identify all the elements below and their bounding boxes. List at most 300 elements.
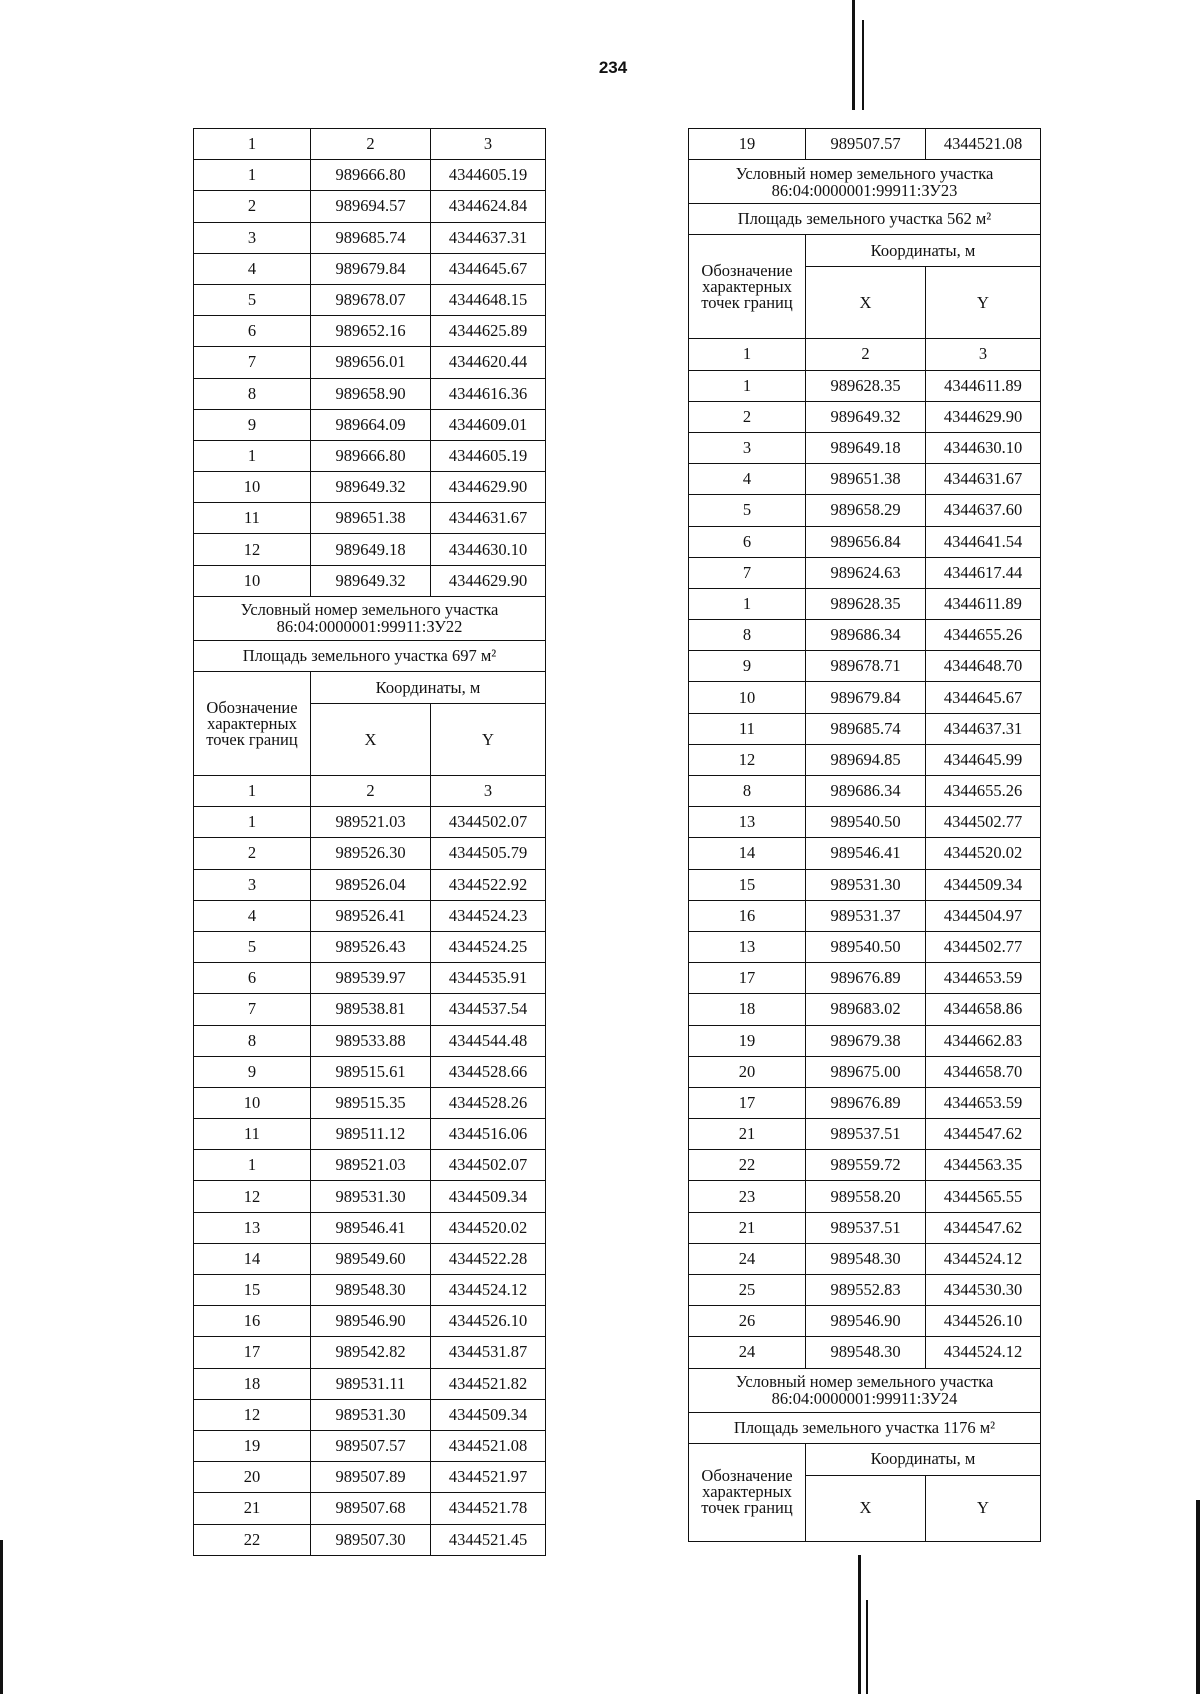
table-row	[194, 191, 546, 222]
x-coordinate-cell: 989679.84	[311, 253, 431, 284]
parcel-header-zu22	[194, 596, 546, 806]
point-number-cell: 13	[194, 1212, 311, 1243]
x-coordinate-cell: 989540.50	[806, 931, 926, 962]
table-row	[194, 222, 546, 253]
table-row	[689, 651, 1041, 682]
table-row	[194, 472, 546, 503]
y-coordinate-cell: 4344521.45	[431, 1524, 546, 1555]
column-number-cell: 1	[689, 339, 806, 370]
table-row	[689, 1150, 1041, 1181]
x-coordinate-cell: 989676.89	[806, 963, 926, 994]
x-coordinate-cell: 989649.18	[806, 432, 926, 463]
x-coordinate-cell: 989678.07	[311, 284, 431, 315]
point-number-cell: 8	[689, 776, 806, 807]
table-row	[689, 588, 1041, 619]
x-coordinate-cell: 989521.03	[311, 807, 431, 838]
table-row	[194, 1368, 546, 1399]
scan-edge-line	[866, 1600, 868, 1694]
y-coordinate-cell: 4344521.08	[926, 129, 1041, 160]
table-row	[194, 1275, 546, 1306]
x-coordinate-cell: 989651.38	[806, 464, 926, 495]
y-coordinate-cell: 4344516.06	[431, 1119, 546, 1150]
y-coordinate-cell: 4344629.90	[431, 472, 546, 503]
point-number-cell: 6	[194, 316, 311, 347]
y-coordinate-cell: 4344611.89	[926, 588, 1041, 619]
table-row	[689, 713, 1041, 744]
point-number-cell: 11	[194, 503, 311, 534]
x-coordinate-cell: 989685.74	[311, 222, 431, 253]
x-coordinate-cell: 989521.03	[311, 1150, 431, 1181]
parcel-number-cell	[689, 1368, 1041, 1412]
point-number-cell: 13	[689, 931, 806, 962]
column-number-cell: 1	[194, 129, 311, 160]
point-number-cell: 3	[194, 222, 311, 253]
point-number-cell: 17	[689, 963, 806, 994]
x-coordinate-cell: 989531.11	[311, 1368, 431, 1399]
parcel-number-row	[194, 596, 546, 640]
column-number-row	[194, 776, 546, 807]
point-designation-header: Обозначение характерных точек границ	[194, 672, 311, 776]
x-coordinate-cell: 989531.30	[311, 1399, 431, 1430]
point-designation-header: Обозначение характерных точек границ	[689, 1443, 806, 1541]
y-coordinate-cell: 4344537.54	[431, 994, 546, 1025]
x-coordinate-cell: 989526.30	[311, 838, 431, 869]
x-header: X	[806, 267, 926, 339]
x-coordinate-cell: 989546.41	[806, 838, 926, 869]
y-coordinate-cell: 4344629.90	[431, 565, 546, 596]
table-row	[689, 807, 1041, 838]
table-row	[194, 807, 546, 838]
point-number-cell: 1	[194, 807, 311, 838]
parcel-number-cell	[194, 596, 546, 640]
y-coordinate-cell: 4344502.77	[926, 931, 1041, 962]
parcel-area: Площадь земельного участка 562 м²	[689, 204, 1041, 235]
point-number-cell: 12	[194, 1399, 311, 1430]
point-number-cell: 16	[194, 1306, 311, 1337]
point-number-cell: 10	[689, 682, 806, 713]
y-coordinate-cell: 4344630.10	[926, 432, 1041, 463]
y-coordinate-cell: 4344631.67	[431, 503, 546, 534]
point-number-cell: 8	[194, 378, 311, 409]
table-row	[194, 1337, 546, 1368]
table-row	[689, 1243, 1041, 1274]
point-number-cell: 19	[194, 1430, 311, 1461]
point-number-cell: 24	[689, 1337, 806, 1368]
point-number-cell: 7	[194, 994, 311, 1025]
y-coordinate-cell: 4344521.78	[431, 1493, 546, 1524]
point-number-cell: 14	[689, 838, 806, 869]
y-coordinate-cell: 4344637.31	[431, 222, 546, 253]
y-coordinate-cell: 4344563.35	[926, 1150, 1041, 1181]
left-table-zu22-points	[194, 807, 546, 1556]
point-number-cell: 11	[194, 1119, 311, 1150]
table-row	[689, 464, 1041, 495]
x-coordinate-cell: 989651.38	[311, 503, 431, 534]
y-coordinate-cell: 4344509.34	[431, 1181, 546, 1212]
x-coordinate-cell: 989685.74	[806, 713, 926, 744]
x-coordinate-cell: 989649.32	[311, 472, 431, 503]
x-coordinate-cell: 989678.71	[806, 651, 926, 682]
y-coordinate-cell: 4344645.67	[431, 253, 546, 284]
column-number-cell: 3	[431, 776, 546, 807]
x-coordinate-cell: 989546.90	[806, 1306, 926, 1337]
table-row	[689, 1056, 1041, 1087]
table-row	[194, 1524, 546, 1555]
x-coordinate-cell: 989507.89	[311, 1462, 431, 1493]
x-coordinate-cell: 989686.34	[806, 620, 926, 651]
point-number-cell: 22	[689, 1150, 806, 1181]
point-number-cell: 2	[194, 838, 311, 869]
coordinates-header: Координаты, м	[806, 235, 1041, 267]
x-coordinate-cell: 989548.30	[806, 1337, 926, 1368]
table-row	[689, 1306, 1041, 1337]
y-coordinate-cell: 4344648.15	[431, 284, 546, 315]
x-coordinate-cell: 989649.32	[311, 565, 431, 596]
x-coordinate-cell: 989546.41	[311, 1212, 431, 1243]
point-number-cell: 9	[194, 409, 311, 440]
point-number-cell: 4	[194, 253, 311, 284]
point-number-cell: 9	[194, 1056, 311, 1087]
y-coordinate-cell: 4344535.91	[431, 963, 546, 994]
x-coordinate-cell: 989656.84	[806, 526, 926, 557]
x-coordinate-cell: 989552.83	[806, 1275, 926, 1306]
table-row	[194, 900, 546, 931]
y-coordinate-cell: 4344645.99	[926, 744, 1041, 775]
scan-edge-line	[0, 1540, 3, 1694]
point-number-cell: 10	[194, 1087, 311, 1118]
point-number-cell: 1	[689, 588, 806, 619]
y-coordinate-cell: 4344520.02	[926, 838, 1041, 869]
table-row	[194, 534, 546, 565]
table-row	[689, 1337, 1041, 1368]
x-coordinate-cell: 989515.61	[311, 1056, 431, 1087]
y-coordinate-cell: 4344648.70	[926, 651, 1041, 682]
point-number-cell: 6	[194, 963, 311, 994]
point-number-cell: 9	[689, 651, 806, 682]
y-header: Y	[926, 1475, 1041, 1541]
column-number-cell: 2	[311, 129, 431, 160]
table-row	[689, 1275, 1041, 1306]
y-coordinate-cell: 4344611.89	[926, 370, 1041, 401]
y-coordinate-cell: 4344502.77	[926, 807, 1041, 838]
y-coordinate-cell: 4344524.12	[926, 1243, 1041, 1274]
x-coordinate-cell: 989679.38	[806, 1025, 926, 1056]
table-row	[194, 565, 546, 596]
y-coordinate-cell: 4344616.36	[431, 378, 546, 409]
x-coordinate-cell: 989526.41	[311, 900, 431, 931]
point-number-cell: 3	[194, 869, 311, 900]
table-row	[689, 432, 1041, 463]
y-coordinate-cell: 4344637.31	[926, 713, 1041, 744]
parcel-area: Площадь земельного участка 1176 м²	[689, 1412, 1041, 1443]
scan-edge-line	[852, 0, 855, 110]
x-coordinate-cell: 989531.30	[311, 1181, 431, 1212]
table-row	[689, 370, 1041, 401]
parcel-number: 86:04:0000001:99911:ЗУ24	[771, 1389, 958, 1409]
table-row	[194, 1150, 546, 1181]
point-number-cell: 17	[194, 1337, 311, 1368]
table-row	[194, 347, 546, 378]
x-coordinate-cell: 989507.68	[311, 1493, 431, 1524]
x-coordinate-cell: 989664.09	[311, 409, 431, 440]
column-number-cell: 3	[431, 129, 546, 160]
y-coordinate-cell: 4344522.28	[431, 1243, 546, 1274]
point-number-cell: 15	[689, 869, 806, 900]
y-coordinate-cell: 4344655.26	[926, 620, 1041, 651]
point-number-cell: 1	[689, 370, 806, 401]
y-coordinate-cell: 4344509.34	[926, 869, 1041, 900]
table-row	[689, 682, 1041, 713]
y-coordinate-cell: 4344645.67	[926, 682, 1041, 713]
parcel-number-row	[689, 160, 1041, 204]
y-coordinate-cell: 4344505.79	[431, 838, 546, 869]
x-coordinate-cell: 989542.82	[311, 1337, 431, 1368]
y-coordinate-cell: 4344522.92	[431, 869, 546, 900]
x-coordinate-cell: 989548.30	[806, 1243, 926, 1274]
table-row	[194, 1399, 546, 1430]
parcel-number-title: Условный номер земельного участка	[735, 1372, 994, 1392]
table-row	[194, 253, 546, 284]
table-row	[689, 495, 1041, 526]
point-number-cell: 16	[689, 900, 806, 931]
x-coordinate-cell: 989676.89	[806, 1087, 926, 1118]
x-coordinate-cell: 989675.00	[806, 1056, 926, 1087]
x-header: X	[806, 1475, 926, 1541]
x-coordinate-cell: 989537.51	[806, 1119, 926, 1150]
parcel-number-row	[689, 1368, 1041, 1412]
point-designation-header: Обозначение характерных точек границ	[689, 235, 806, 339]
parcel-columns-row	[689, 235, 1041, 267]
y-coordinate-cell: 4344605.19	[431, 440, 546, 471]
table-row	[194, 440, 546, 471]
y-coordinate-cell: 4344528.66	[431, 1056, 546, 1087]
point-number-cell: 2	[194, 191, 311, 222]
right-table-zu23-points	[689, 370, 1041, 1368]
parcel-columns-row	[194, 672, 546, 704]
point-number-cell: 11	[689, 713, 806, 744]
point-number-cell: 20	[194, 1462, 311, 1493]
x-coordinate-cell: 989652.16	[311, 316, 431, 347]
table-row	[194, 1493, 546, 1524]
column-number-cell: 3	[926, 339, 1041, 370]
table-row	[689, 931, 1041, 962]
point-number-cell: 26	[689, 1306, 806, 1337]
column-number-cell: 2	[806, 339, 926, 370]
table-row	[194, 1243, 546, 1274]
x-coordinate-cell: 989538.81	[311, 994, 431, 1025]
point-number-cell: 12	[194, 1181, 311, 1212]
x-coordinate-cell: 989679.84	[806, 682, 926, 713]
x-coordinate-cell: 989694.85	[806, 744, 926, 775]
x-coordinate-cell: 989694.57	[311, 191, 431, 222]
point-number-cell: 5	[194, 931, 311, 962]
y-coordinate-cell: 4344605.19	[431, 160, 546, 191]
y-coordinate-cell: 4344521.08	[431, 1430, 546, 1461]
y-coordinate-cell: 4344524.23	[431, 900, 546, 931]
x-coordinate-cell: 989686.34	[806, 776, 926, 807]
point-number-cell: 18	[194, 1368, 311, 1399]
y-coordinate-cell: 4344524.12	[926, 1337, 1041, 1368]
y-coordinate-cell: 4344630.10	[431, 534, 546, 565]
y-coordinate-cell: 4344524.25	[431, 931, 546, 962]
right-table-top-section	[689, 129, 1041, 160]
y-coordinate-cell: 4344526.10	[431, 1306, 546, 1337]
y-coordinate-cell: 4344521.97	[431, 1462, 546, 1493]
table-row	[194, 1181, 546, 1212]
scan-edge-line	[862, 20, 864, 110]
scan-edge-line	[1196, 1500, 1200, 1694]
point-number-cell: 18	[689, 994, 806, 1025]
x-coordinate-cell: 989658.29	[806, 495, 926, 526]
table-row	[194, 1212, 546, 1243]
table-row	[194, 931, 546, 962]
coordinates-table-left	[193, 128, 546, 1556]
point-number-cell: 19	[689, 1025, 806, 1056]
point-number-cell: 2	[689, 401, 806, 432]
y-coordinate-cell: 4344521.82	[431, 1368, 546, 1399]
point-number-cell: 23	[689, 1181, 806, 1212]
point-number-cell: 12	[194, 534, 311, 565]
point-number-cell: 21	[689, 1119, 806, 1150]
parcel-header-zu24	[689, 1368, 1041, 1541]
y-coordinate-cell: 4344629.90	[926, 401, 1041, 432]
x-coordinate-cell: 989656.01	[311, 347, 431, 378]
x-coordinate-cell: 989531.37	[806, 900, 926, 931]
column-number-cell: 1	[194, 776, 311, 807]
point-number-cell: 4	[689, 464, 806, 495]
x-coordinate-cell: 989649.32	[806, 401, 926, 432]
y-coordinate-cell: 4344526.10	[926, 1306, 1041, 1337]
y-header: Y	[431, 704, 546, 776]
table-row	[194, 1087, 546, 1118]
parcel-number: 86:04:0000001:99911:ЗУ23	[771, 180, 958, 200]
parcel-columns-row	[689, 1443, 1041, 1475]
x-coordinate-cell: 989539.97	[311, 963, 431, 994]
x-coordinate-cell: 989649.18	[311, 534, 431, 565]
y-coordinate-cell: 4344631.67	[926, 464, 1041, 495]
table-row	[689, 838, 1041, 869]
parcel-number-cell	[689, 160, 1041, 204]
parcel-area-row	[689, 204, 1041, 235]
y-coordinate-cell: 4344658.70	[926, 1056, 1041, 1087]
x-coordinate-cell: 989628.35	[806, 370, 926, 401]
point-number-cell: 15	[194, 1275, 311, 1306]
y-coordinate-cell: 4344653.59	[926, 1087, 1041, 1118]
table-row	[194, 1430, 546, 1461]
point-number-cell: 7	[194, 347, 311, 378]
table-row	[194, 1462, 546, 1493]
table-row	[194, 316, 546, 347]
x-coordinate-cell: 989624.63	[806, 557, 926, 588]
y-coordinate-cell: 4344653.59	[926, 963, 1041, 994]
y-coordinate-cell: 4344531.87	[431, 1337, 546, 1368]
parcel-area-row	[689, 1412, 1041, 1443]
x-coordinate-cell: 989658.90	[311, 378, 431, 409]
parcel-number-title: Условный номер земельного участка	[735, 163, 994, 183]
table-row	[194, 284, 546, 315]
table-row	[194, 963, 546, 994]
point-number-cell: 10	[194, 565, 311, 596]
x-coordinate-cell: 989507.57	[311, 1430, 431, 1461]
column-number-row	[689, 339, 1041, 370]
y-coordinate-cell: 4344509.34	[431, 1399, 546, 1430]
table-row	[689, 1119, 1041, 1150]
point-number-cell: 25	[689, 1275, 806, 1306]
parcel-number: 86:04:0000001:99911:ЗУ22	[276, 617, 463, 637]
table-row	[689, 1181, 1041, 1212]
table-row	[689, 744, 1041, 775]
table-row	[689, 963, 1041, 994]
point-number-cell: 4	[194, 900, 311, 931]
table-row	[194, 378, 546, 409]
x-coordinate-cell: 989540.50	[806, 807, 926, 838]
x-coordinate-cell: 989507.30	[311, 1524, 431, 1555]
x-coordinate-cell: 989548.30	[311, 1275, 431, 1306]
coordinates-header: Координаты, м	[806, 1443, 1041, 1475]
table-row	[689, 1212, 1041, 1243]
table-row	[689, 557, 1041, 588]
coordinates-table-right	[688, 128, 1041, 1542]
x-coordinate-cell: 989666.80	[311, 160, 431, 191]
point-number-cell: 12	[689, 744, 806, 775]
x-coordinate-cell: 989546.90	[311, 1306, 431, 1337]
point-number-cell: 24	[689, 1243, 806, 1274]
y-coordinate-cell: 4344547.62	[926, 1212, 1041, 1243]
table-row	[689, 869, 1041, 900]
point-number-cell: 20	[689, 1056, 806, 1087]
y-coordinate-cell: 4344617.44	[926, 557, 1041, 588]
y-coordinate-cell: 4344658.86	[926, 994, 1041, 1025]
table-row	[194, 409, 546, 440]
y-coordinate-cell: 4344544.48	[431, 1025, 546, 1056]
y-coordinate-cell: 4344624.84	[431, 191, 546, 222]
point-number-cell: 1	[194, 1150, 311, 1181]
point-number-cell: 8	[194, 1025, 311, 1056]
table-row	[194, 838, 546, 869]
point-number-cell: 1	[194, 440, 311, 471]
table-row	[194, 1119, 546, 1150]
point-number-cell: 10	[194, 472, 311, 503]
parcel-area: Площадь земельного участка 697 м²	[194, 640, 546, 671]
x-coordinate-cell: 989515.35	[311, 1087, 431, 1118]
y-coordinate-cell: 4344609.01	[431, 409, 546, 440]
table-row	[689, 401, 1041, 432]
y-coordinate-cell: 4344637.60	[926, 495, 1041, 526]
y-coordinate-cell: 4344524.12	[431, 1275, 546, 1306]
table-row	[194, 869, 546, 900]
y-coordinate-cell: 4344504.97	[926, 900, 1041, 931]
x-coordinate-cell: 989526.04	[311, 869, 431, 900]
x-coordinate-cell: 989558.20	[806, 1181, 926, 1212]
parcel-number-title: Условный номер земельного участка	[240, 600, 499, 620]
x-coordinate-cell: 989511.12	[311, 1119, 431, 1150]
x-coordinate-cell: 989549.60	[311, 1243, 431, 1274]
x-coordinate-cell: 989559.72	[806, 1150, 926, 1181]
y-coordinate-cell: 4344662.83	[926, 1025, 1041, 1056]
table-row	[689, 526, 1041, 557]
column-number-cell: 2	[311, 776, 431, 807]
column-number-row	[194, 129, 546, 160]
point-number-cell: 14	[194, 1243, 311, 1274]
y-coordinate-cell: 4344528.26	[431, 1087, 546, 1118]
table-row	[689, 129, 1041, 160]
y-coordinate-cell: 4344520.02	[431, 1212, 546, 1243]
point-number-cell: 3	[689, 432, 806, 463]
x-header: X	[311, 704, 431, 776]
table-row	[194, 1025, 546, 1056]
table-row	[194, 994, 546, 1025]
table-row	[194, 503, 546, 534]
